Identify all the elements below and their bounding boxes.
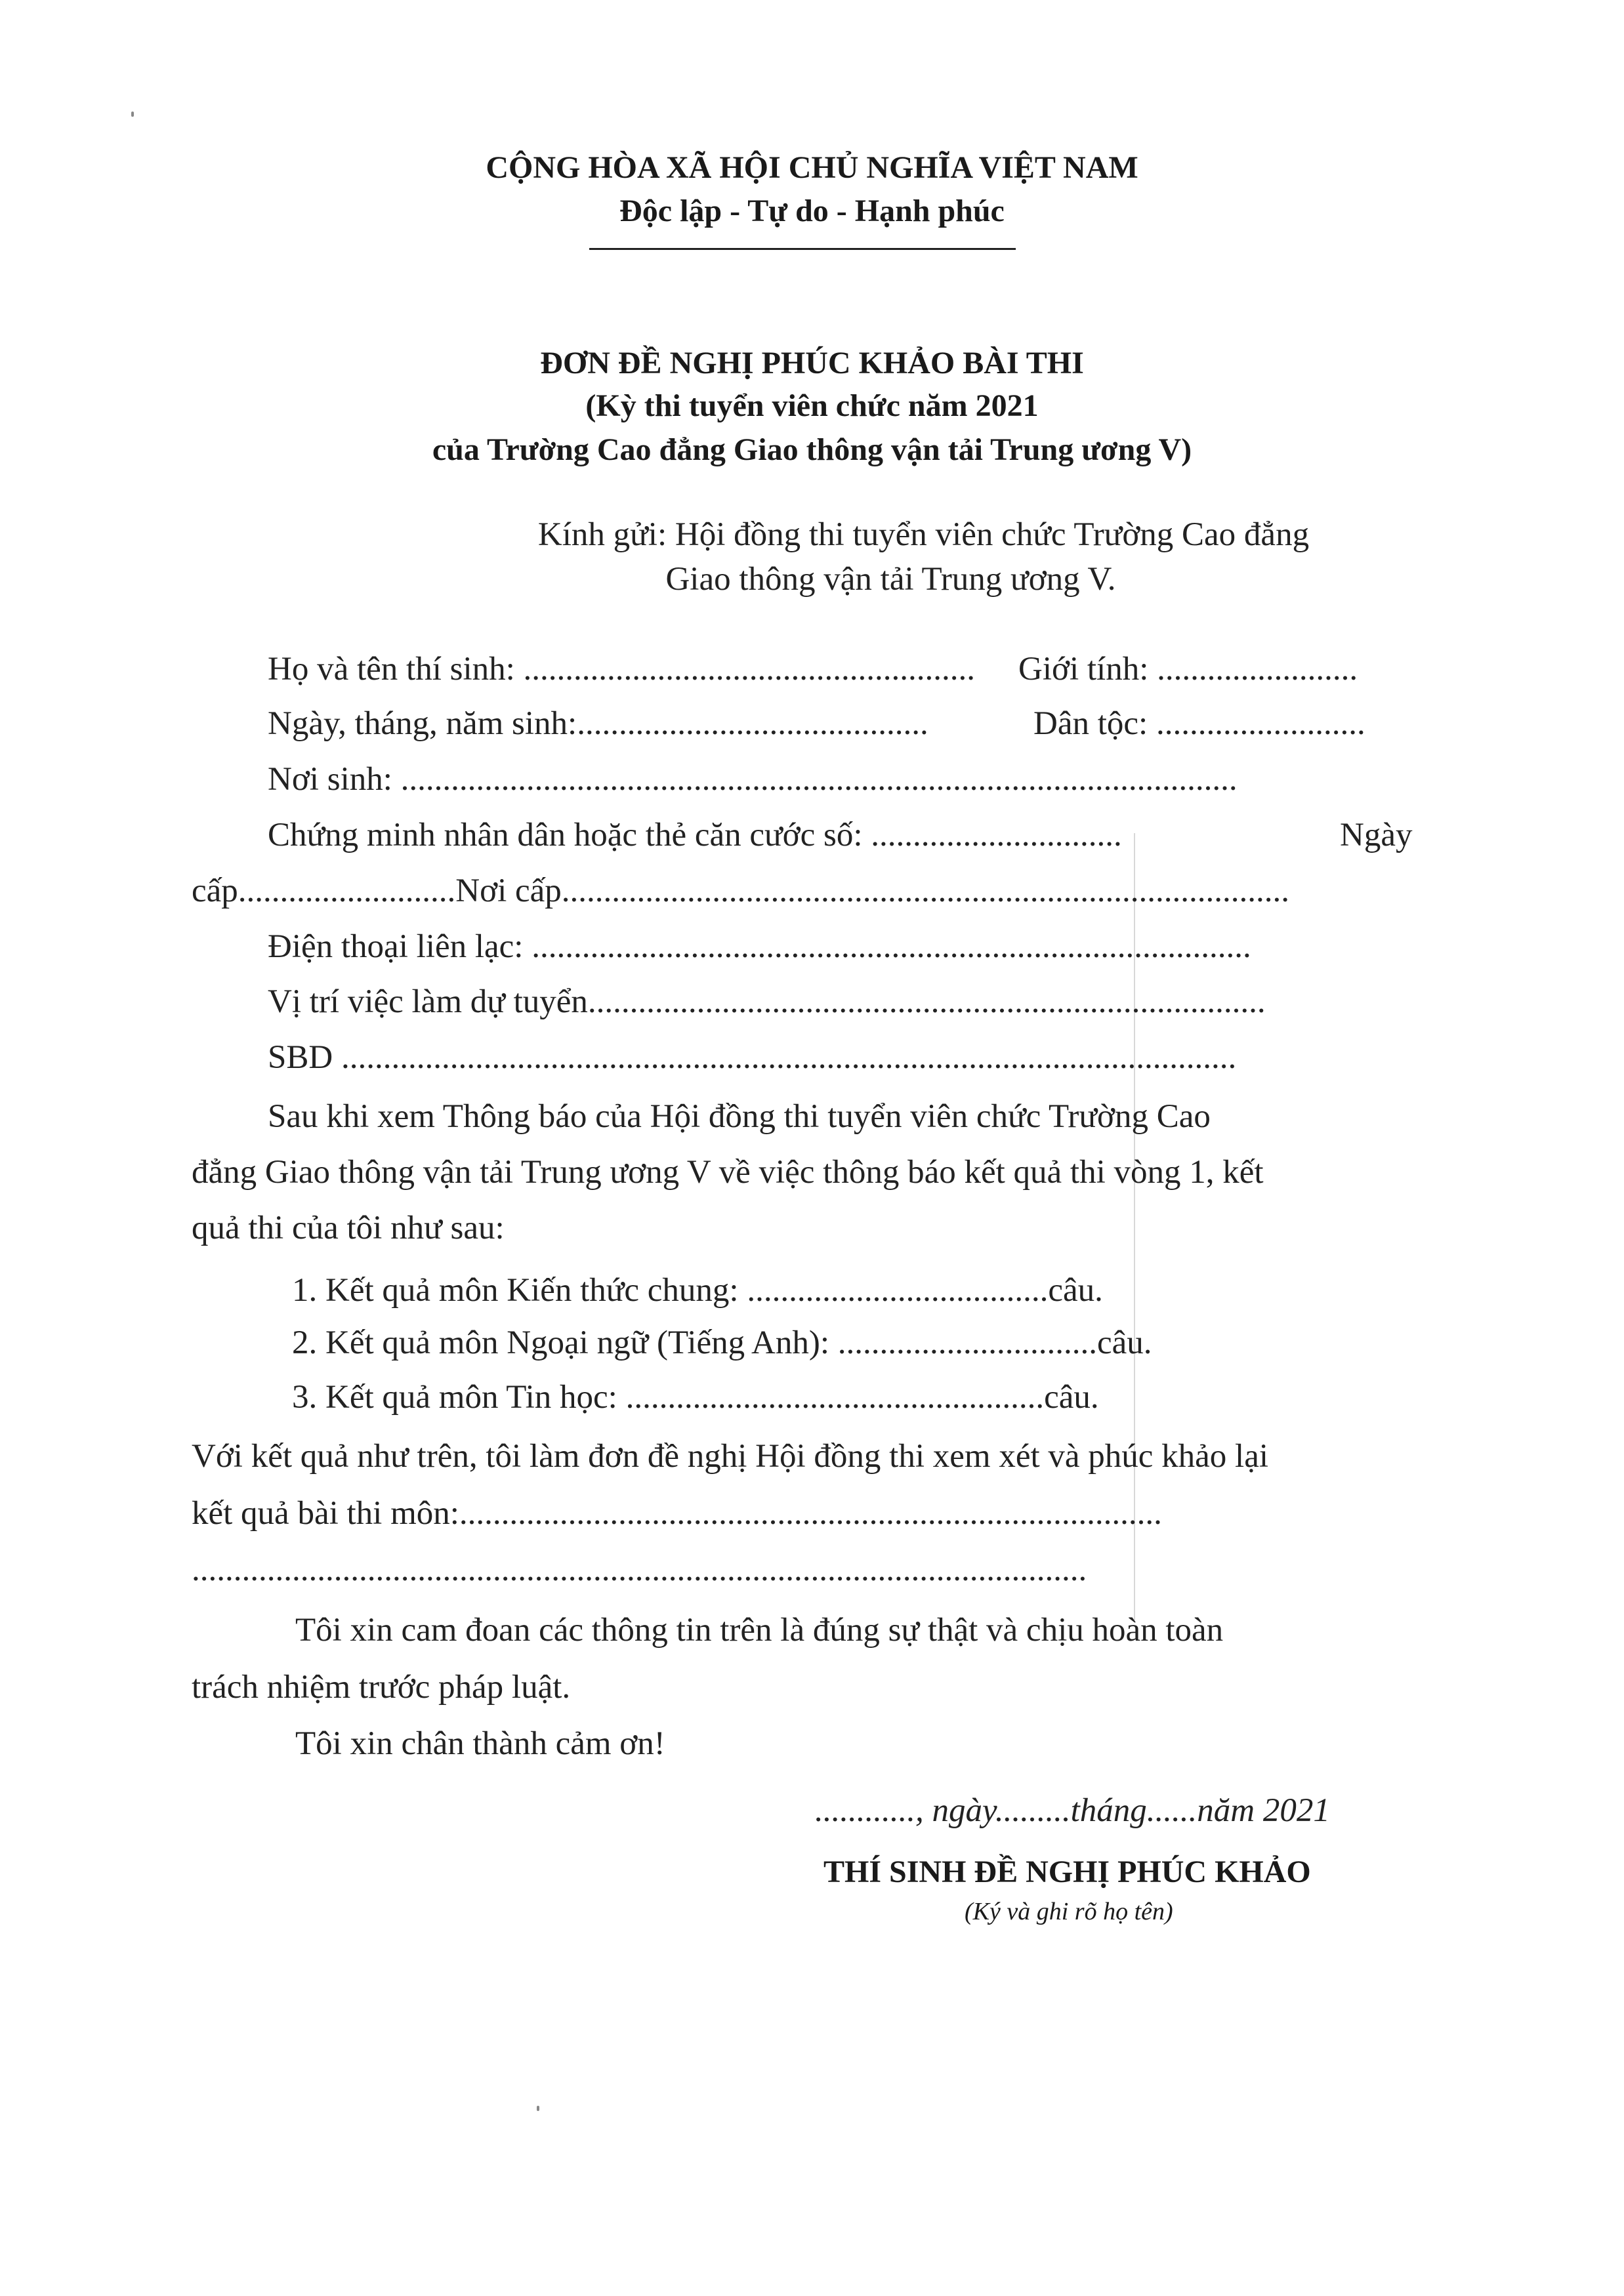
scan-speck [131, 112, 134, 117]
recipient-line-2: Giao thông vận tải Trung ương V. [665, 561, 1116, 598]
field-birthplace: Nơi sinh: .................................................................................................... [268, 761, 1238, 798]
form-title: ĐƠN ĐỀ NGHỊ PHÚC KHẢO BÀI THI [540, 346, 1084, 380]
request-subject-field: kết quả bài thi môn:.................................................................................... [192, 1495, 1162, 1532]
field-ethnicity: Dân tộc: ......................... [1033, 705, 1365, 742]
notice-paragraph-line-1: Sau khi xem Thông báo của Hội đồng thi tuyển viên chức Trường Cao [268, 1098, 1211, 1135]
field-phone: Điện thoại liên lạc: ...................................................................................... [268, 928, 1251, 965]
request-extra-line: ........................................................................................................... [192, 1551, 1087, 1588]
thanks-line: Tôi xin chân thành cảm ơn! [295, 1725, 665, 1762]
form-subtitle-2: của Trường Cao đẳng Giao thông vận tải Trung ương V) [432, 432, 1192, 467]
header-underline [589, 248, 1016, 250]
field-full-name: Họ và tên thí sinh: ...................................................... [268, 651, 976, 687]
form-subtitle-1: (Kỳ thi tuyển viên chức năm 2021 [585, 388, 1039, 423]
commitment-line-2: trách nhiệm trước pháp luật. [192, 1669, 571, 1706]
recipient-line-1: Kính gửi: Hội đồng thi tuyển viên chức Trường Cao đẳng [537, 516, 1310, 553]
notice-paragraph-line-3: quả thi của tôi như sau: [192, 1210, 505, 1246]
field-issue-date-place: cấp..........................Nơi cấp....................................................................................... [192, 872, 1290, 909]
request-paragraph-line-1: Với kết quả như trên, tôi làm đơn đề nghị Hội đồng thi xem xét và phúc khảo lại [192, 1438, 1269, 1475]
signature-date-line: ............, ngày.........tháng......năm 2021 [815, 1792, 1330, 1829]
result-informatics: 3. Kết quả môn Tin học: ..................................................câu. [292, 1379, 1099, 1416]
result-general-knowledge: 1. Kết quả môn Kiến thức chung: ....................................câu. [292, 1272, 1103, 1309]
field-position: Vị trí việc làm dự tuyển................................................................................. [268, 983, 1266, 1020]
result-foreign-language: 2. Kết quả môn Ngoại ngữ (Tiếng Anh): ...............................câu. [292, 1324, 1152, 1361]
field-gender: Giới tính: ........................ [1018, 651, 1358, 687]
field-id-number: Chứng minh nhân dân hoặc thẻ căn cước số: .............................. [268, 817, 1122, 853]
field-date-of-birth: Ngày, tháng, năm sinh:.......................................... [268, 705, 928, 742]
field-issue-date-label: Ngày [1340, 817, 1413, 853]
signature-note: (Ký và ghi rõ họ tên) [965, 1898, 1173, 1925]
commitment-line-1: Tôi xin cam đoan các thông tin trên là đúng sự thật và chịu hoàn toàn [295, 1612, 1224, 1649]
signature-title: THÍ SINH ĐỀ NGHỊ PHÚC KHẢO [823, 1855, 1311, 1889]
scan-speck [537, 2106, 539, 2111]
national-title: CỘNG HÒA XÃ HỘI CHỦ NGHĨA VIỆT NAM [486, 150, 1138, 185]
field-sbd: SBD ........................................................................................................... [268, 1039, 1237, 1076]
notice-paragraph-line-2: đẳng Giao thông vận tải Trung ương V về việc thông báo kết quả thi vòng 1, kết [192, 1154, 1264, 1191]
national-motto: Độc lập - Tự do - Hạnh phúc [619, 194, 1005, 228]
